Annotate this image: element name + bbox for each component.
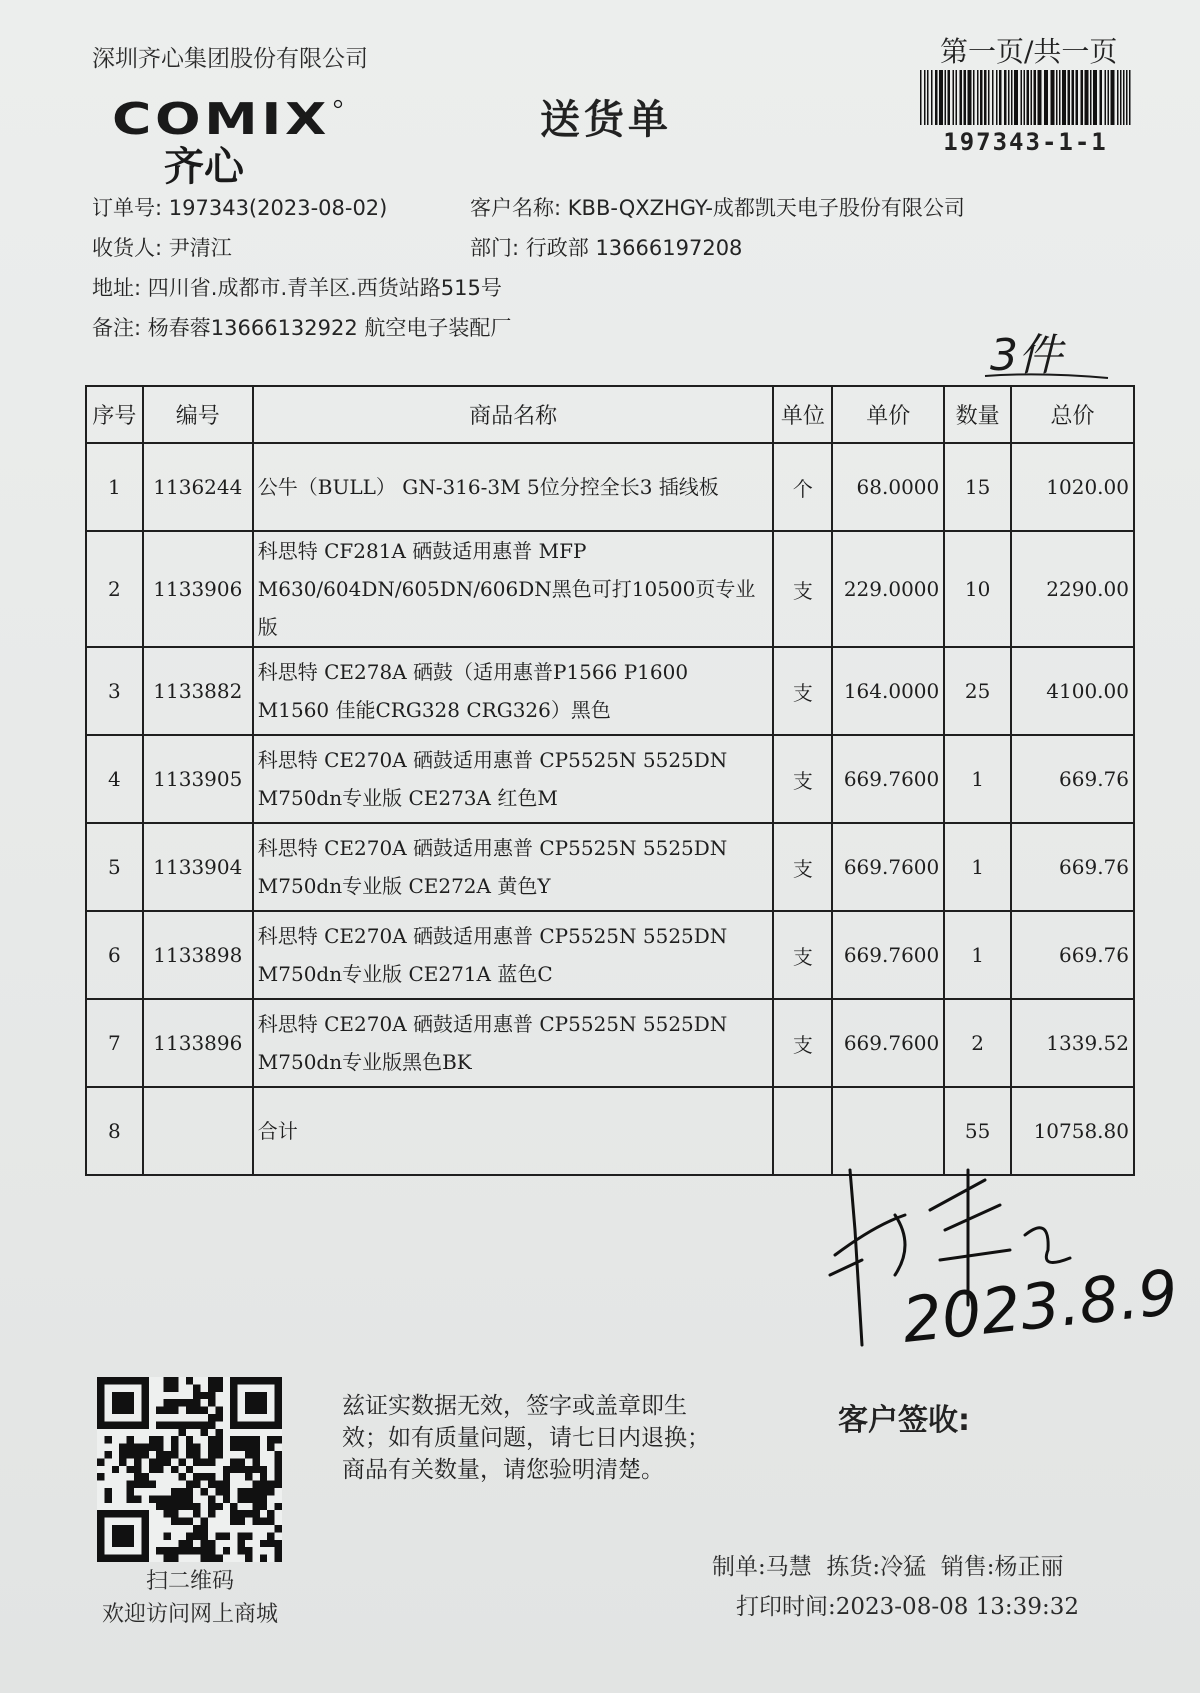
row-unit-price: 68.0000	[832, 443, 944, 531]
address-value: 四川省.成都市.青羊区.西货站路515号	[147, 276, 502, 300]
row-unit: 支	[773, 999, 832, 1087]
barcode	[918, 70, 1133, 125]
department-label: 部门:	[470, 236, 520, 260]
row-seq: 2	[86, 531, 143, 647]
row-product-name-line1: 公牛（BULL） GN-316-3M 5位分控全长3 插线板	[257, 475, 719, 499]
row-product-name-line1: 科思特 CE270A 硒鼓适用惠普 CP5525N 5525DN	[257, 748, 728, 772]
row-total-price: 669.76	[1011, 823, 1134, 911]
row-code: 1133896	[143, 999, 253, 1087]
row-code: 1133882	[143, 647, 253, 735]
row-product-name-line1: 科思特 CE278A 硒鼓（适用惠普P1566 P1600	[257, 660, 689, 684]
row-product-name	[253, 999, 774, 1087]
footer-print-time	[736, 1588, 1079, 1621]
table-row	[86, 735, 1134, 823]
customer-signature	[830, 1170, 1181, 1357]
row-quantity: 1	[944, 823, 1011, 911]
header-total-price: 总价	[1011, 386, 1134, 443]
notice-line1: 兹证实数据无效，签字或盖章即生	[342, 1393, 687, 1419]
row-code: 1133906	[143, 531, 253, 647]
order-number	[92, 192, 387, 222]
row-product-name	[253, 647, 774, 735]
table-row	[86, 647, 1134, 735]
row-unit-price: 229.0000	[832, 531, 944, 647]
notice-line2: 效；如有质量问题，请七日内退换；	[342, 1425, 710, 1451]
row-seq: 7	[86, 999, 143, 1087]
address	[92, 272, 502, 302]
row-unit: 支	[773, 911, 832, 999]
row-product-name	[253, 911, 774, 999]
row-total-price: 2290.00	[1011, 531, 1134, 647]
remark	[92, 312, 511, 342]
table-row	[86, 443, 1134, 531]
row-total-price: 669.76	[1011, 911, 1134, 999]
row-total-price: 4100.00	[1011, 647, 1134, 735]
row-quantity: 1	[944, 735, 1011, 823]
row-product-name-line2: M630/604DN/605DN/606DN黑色可打10500页专业版	[257, 577, 756, 639]
row-unit-price: 669.7600	[832, 999, 944, 1087]
table-row	[86, 911, 1134, 999]
header-quantity: 数量	[944, 386, 1011, 443]
logo-chinese-text: 齐心	[164, 144, 244, 187]
row-unit-price: 669.7600	[832, 911, 944, 999]
company-name: 深圳齐心集团股份有限公司	[92, 46, 368, 72]
qr-caption	[95, 1565, 285, 1631]
signature-date: 2023.8.9	[898, 1255, 1182, 1357]
row-seq: 6	[86, 911, 143, 999]
maker-label: 制单:	[712, 1554, 766, 1580]
row-unit-price: 669.7600	[832, 735, 944, 823]
maker-value: 马慧	[765, 1554, 812, 1580]
customer-name-value: KBB-QXZHGY-成都凯天电子股份有限公司	[567, 196, 965, 220]
row-product-name-line2: M1560 佳能CRG328 CRG326）黑色	[257, 698, 611, 722]
picker-value: 冷猛	[880, 1554, 927, 1580]
notice-line3: 商品有关数量，请您验明清楚。	[342, 1457, 664, 1483]
remark-label: 备注:	[92, 316, 142, 340]
remark-value: 杨春蓉13666132922 航空电子装配厂	[147, 316, 512, 340]
row-unit: 支	[773, 647, 832, 735]
row-product-name-line2: M750dn专业版 CE272A 黄色Y	[257, 874, 551, 898]
table-header-row	[86, 386, 1134, 443]
total-row-unit	[773, 1087, 832, 1175]
total-row-code	[143, 1087, 253, 1175]
handwritten-note-text: 3件	[990, 330, 1062, 381]
qr-caption-line1: 扫二维码	[145, 1569, 234, 1594]
barcode-number: 197343-1-1	[943, 128, 1108, 156]
print-time-label: 打印时间:	[736, 1594, 836, 1620]
row-seq: 1	[86, 443, 143, 531]
qr-code[interactable]	[97, 1377, 282, 1562]
row-total-price: 1339.52	[1011, 999, 1134, 1087]
row-code: 1136244	[143, 443, 253, 531]
row-product-name-line2: M750dn专业版 CE271A 蓝色C	[257, 962, 553, 986]
row-product-name	[253, 443, 774, 531]
receiver-value: 尹清江	[168, 236, 232, 260]
address-label: 地址:	[92, 276, 142, 300]
row-seq: 3	[86, 647, 143, 735]
customer-name	[470, 192, 965, 222]
row-unit-price: 164.0000	[832, 647, 944, 735]
page-indicator: 第一页/共一页	[940, 35, 1118, 68]
total-row-seq: 8	[86, 1087, 143, 1175]
sales-label: 销售:	[940, 1554, 995, 1580]
qr-caption-line2: 欢迎访问网上商城	[101, 1602, 278, 1627]
row-product-name-line1: 科思特 CE270A 硒鼓适用惠普 CP5525N 5525DN	[257, 1012, 728, 1036]
print-time-value: 2023-08-08 13:39:32	[835, 1594, 1079, 1620]
row-product-name	[253, 531, 774, 647]
row-unit: 支	[773, 735, 832, 823]
footer-staff	[712, 1548, 1064, 1581]
row-quantity: 2	[944, 999, 1011, 1087]
table-total-row	[86, 1087, 1134, 1175]
row-product-name	[253, 735, 774, 823]
row-total-price: 669.76	[1011, 735, 1134, 823]
total-row-quantity: 55	[944, 1087, 1011, 1175]
row-unit: 支	[773, 531, 832, 647]
row-unit: 个	[773, 443, 832, 531]
comix-logo	[112, 92, 347, 187]
row-product-name-line2: M750dn专业版 CE273A 红色M	[257, 786, 558, 810]
total-row-price	[832, 1087, 944, 1175]
row-code: 1133898	[143, 911, 253, 999]
receiver-label: 收货人:	[92, 236, 163, 260]
header-seq: 序号	[86, 386, 143, 443]
row-quantity: 15	[944, 443, 1011, 531]
table-row	[86, 999, 1134, 1087]
header-product-name: 商品名称	[253, 386, 774, 443]
notice-text	[342, 1390, 710, 1486]
customer-name-label: 客户名称:	[470, 196, 562, 220]
table-row	[86, 531, 1134, 647]
department-value: 行政部 13666197208	[525, 236, 743, 260]
row-product-name-line1: 科思特 CE270A 硒鼓适用惠普 CP5525N 5525DN	[257, 924, 728, 948]
order-number-label: 订单号:	[92, 196, 163, 220]
row-code: 1133905	[143, 735, 253, 823]
picker-label: 拣货:	[826, 1554, 881, 1580]
row-unit-price: 669.7600	[832, 823, 944, 911]
table-row	[86, 823, 1134, 911]
handwritten-quantity-note	[985, 330, 1108, 381]
row-quantity: 10	[944, 531, 1011, 647]
row-product-name-line2: M750dn专业版黑色BK	[257, 1050, 472, 1074]
row-quantity: 25	[944, 647, 1011, 735]
document-title: 送货单	[540, 97, 672, 143]
sales-value: 杨正丽	[994, 1554, 1064, 1580]
row-product-name	[253, 823, 774, 911]
row-unit: 支	[773, 823, 832, 911]
header-unit-price: 单价	[832, 386, 944, 443]
row-seq: 4	[86, 735, 143, 823]
order-number-value: 197343(2023-08-02)	[168, 196, 388, 220]
header-unit: 单位	[773, 386, 832, 443]
row-seq: 5	[86, 823, 143, 911]
row-code: 1133904	[143, 823, 253, 911]
logo-brand-text: COMIX	[112, 94, 330, 145]
header-code: 编号	[143, 386, 253, 443]
row-product-name-line1: 科思特 CF281A 硒鼓适用惠普 MFP	[257, 539, 587, 563]
total-row-label: 合计	[253, 1087, 774, 1175]
row-total-price: 1020.00	[1011, 443, 1134, 531]
total-row-amount: 10758.80	[1011, 1087, 1134, 1175]
customer-sign-label: 客户签收:	[838, 1403, 970, 1438]
goods-table	[85, 385, 1135, 1176]
row-quantity: 1	[944, 911, 1011, 999]
department	[470, 232, 742, 262]
row-product-name-line1: 科思特 CE270A 硒鼓适用惠普 CP5525N 5525DN	[257, 836, 728, 860]
receiver	[92, 232, 232, 262]
